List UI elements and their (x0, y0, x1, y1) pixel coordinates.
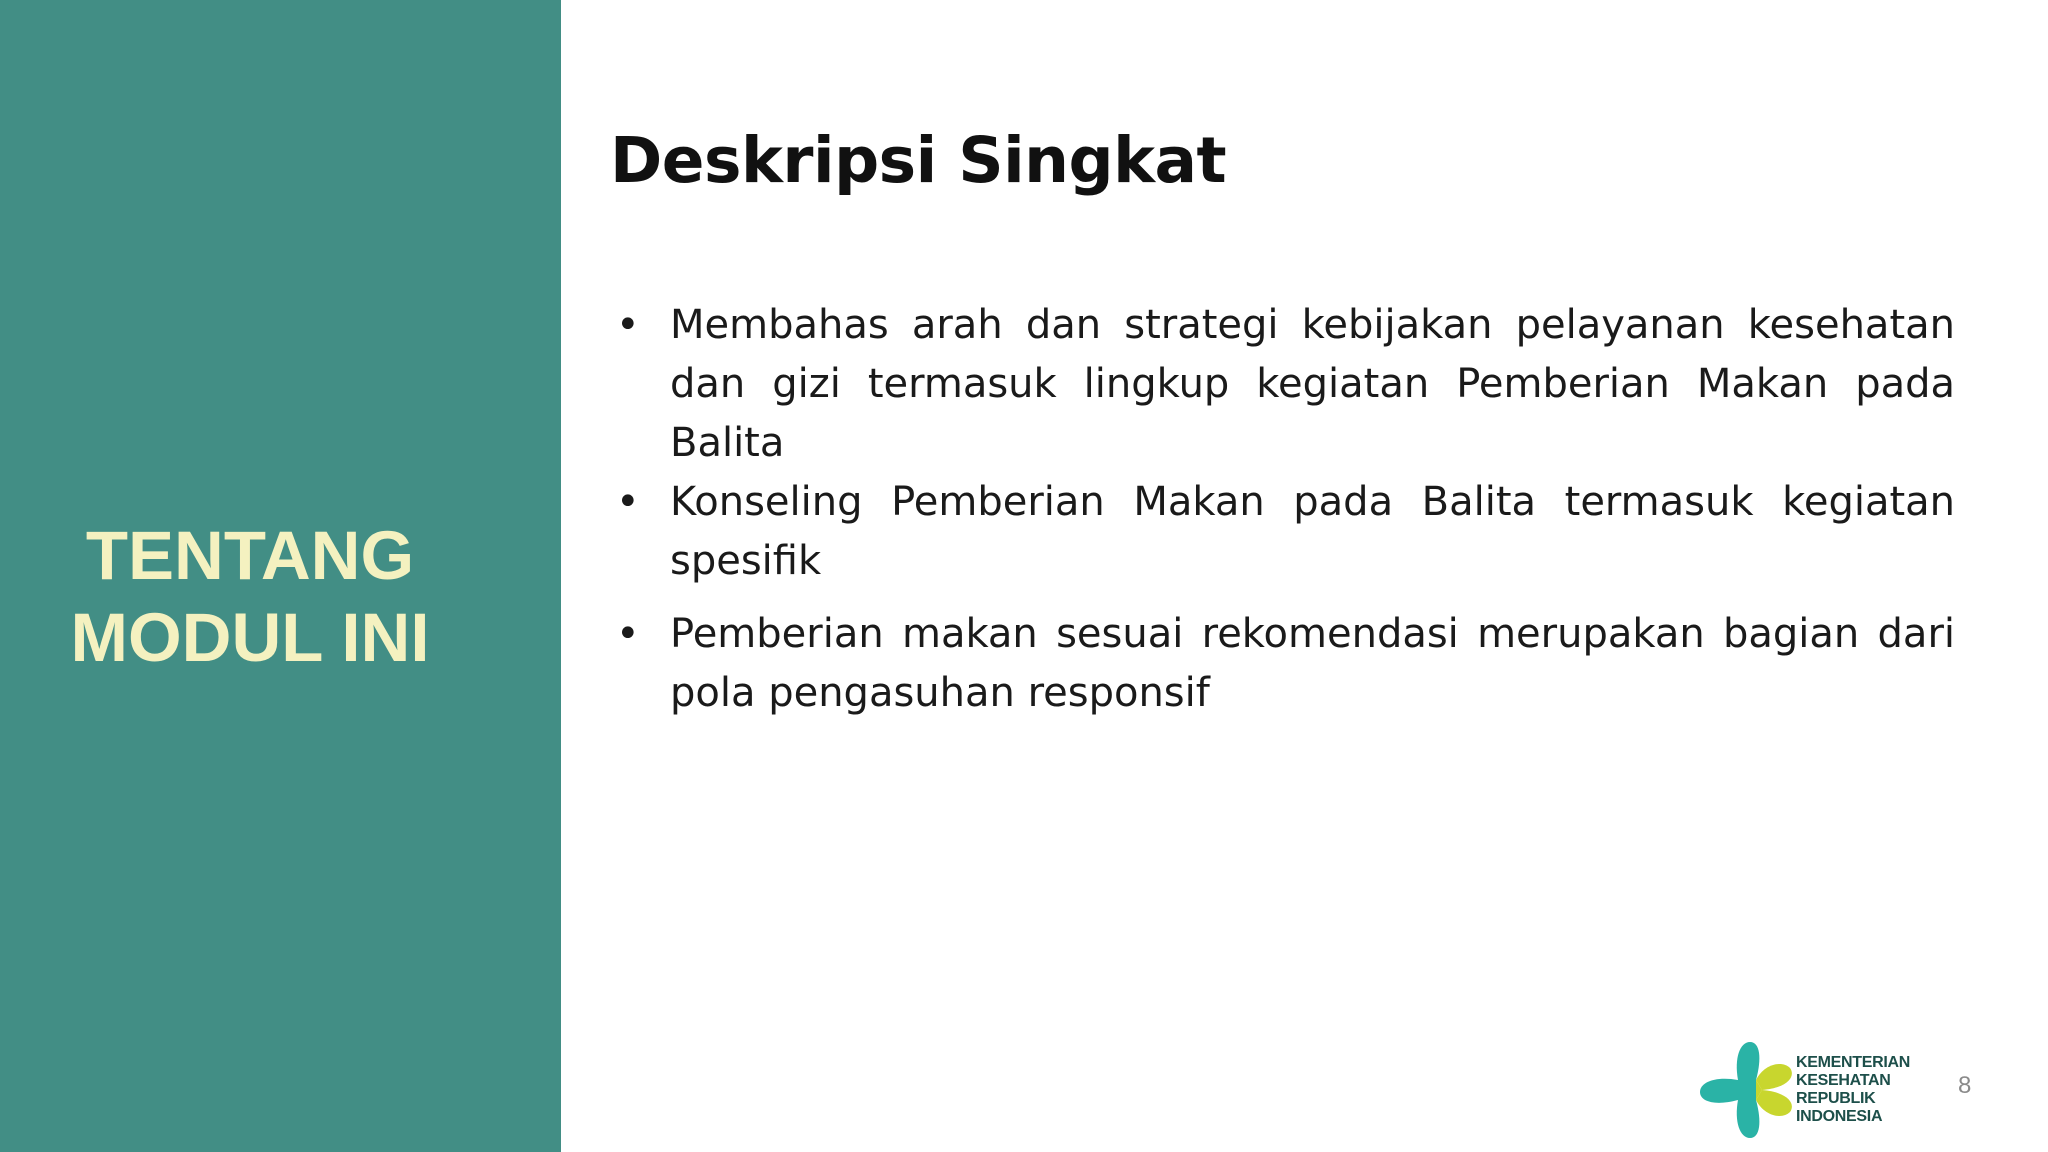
bullet-text: Konseling Pemberian Makan pada Balita termasuk kegiatan spesifik (670, 479, 1955, 584)
bullet-icon: • (616, 302, 640, 348)
ministry-logo-text: KEMENTERIAN KESEHATAN REPUBLIK INDONESIA (1796, 1054, 1911, 1125)
bullet-text: Membahas arah dan strategi kebijakan pelayanan kesehatan dan gizi termasuk lingkup kegiatan Pemberian Makan pada Balita (670, 302, 1955, 466)
list-item (610, 605, 1955, 723)
list-item (610, 296, 1955, 473)
bullet-list (610, 296, 1955, 723)
slide-heading: Deskripsi Singkat (610, 124, 1227, 197)
left-panel (0, 0, 561, 1152)
section-title-line-2: MODUL INI (70, 599, 430, 676)
bullet-icon: • (616, 479, 640, 525)
ministry-logo (1698, 1040, 1928, 1140)
section-title (0, 515, 500, 679)
bullet-icon: • (616, 611, 640, 657)
bullet-text: Pemberian makan sesuai rekomendasi merupakan bagian dari pola pengasuhan responsif (670, 611, 1955, 716)
ministry-logo-icon (1698, 1040, 1798, 1140)
list-item (610, 473, 1955, 591)
page-number: 8 (1958, 1072, 1972, 1099)
section-title-line-1: TENTANG (85, 517, 415, 594)
